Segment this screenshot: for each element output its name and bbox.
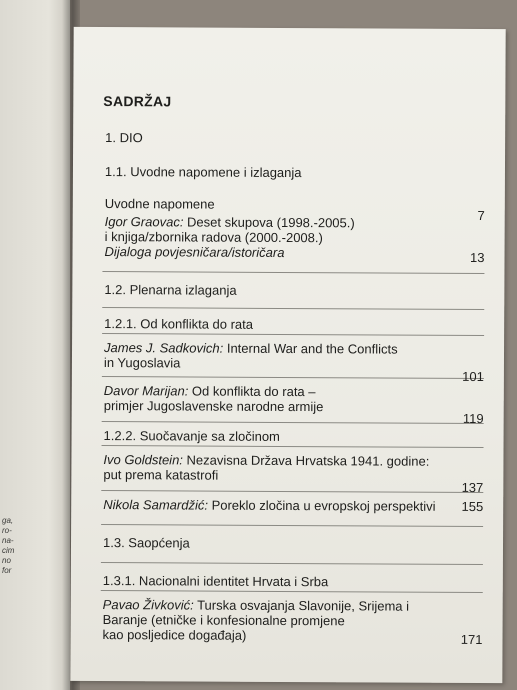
page-number: 101 [462,368,484,385]
page-number: 171 [460,631,483,648]
left-page-text-fragment [2,516,28,576]
entry-title-line: Baranje (etničke i konfesionalne promjene [102,612,345,629]
fragment-line: ro- [2,526,12,535]
entry-title-line: in Yugoslavia [103,355,181,371]
section-heading: 1.1. Uvodne napomene i izlaganja [104,164,302,181]
divider [102,307,484,310]
entry-author: Igor Graovac: [104,214,184,230]
divider [102,445,484,448]
fragment-line: no [2,556,11,565]
entry-author: Davor Marijan: [103,383,189,399]
toc-entry-marijan [103,383,484,427]
entry-title-line: i knjiga/zbornika radova (2000.-2008.) [104,229,323,246]
subsection-heading: 1.2.2. Suočavanje sa zločinom [103,428,280,444]
entry-author: Ivo Goldstein: [103,452,183,468]
entry-title-line: put prema katastrofi [103,467,219,483]
entry-title-line: kao posljedice događaja) [102,627,247,643]
page-number: 13 [470,249,485,266]
entry-title-line: Od konflikta do rata – [188,383,316,400]
toc-entry-zivkovic [102,597,483,648]
divider [101,490,483,493]
entry-title: Uvodne napomene [104,196,215,212]
toc-entry-graovac [104,214,485,266]
section-heading: 1.3. Saopćenja [102,535,190,551]
fragment-line: ga, [2,516,14,525]
toc-entry-sadkovich [103,340,484,385]
left-page [0,0,70,690]
divider [102,333,484,336]
table-of-contents [100,93,485,648]
divider [101,590,483,593]
fragment-line: na- [2,536,14,545]
entry-title-line: Internal War and the Conflicts [223,340,398,357]
page-number: 7 [477,207,485,224]
entry-title-line: Poreklo zločina u evropskoj perspektivi [207,497,436,514]
toc-entry-goldstein [103,452,484,496]
entry-title-line: Dijaloga povjesničara/istoričara [104,244,285,260]
page-number: 119 [462,410,484,427]
subsection-heading: 1.2.1. Od konflikta do rata [104,316,254,332]
part-heading: 1. DIO [105,130,143,146]
divider [102,271,484,274]
entry-author: James J. Sadkovich: [103,340,224,356]
subsection-heading: 1.3.1. Nacionalni identitet Hrvata i Srba [102,573,329,590]
entry-title-line: Nezavisna Država Hrvatska 1941. godine: [182,452,430,469]
divider [101,562,483,565]
entry-author: Nikola Samardžić: [103,497,209,513]
contents-page [70,27,505,683]
fragment-line: cim [2,546,15,555]
divider [102,376,484,379]
entry-title-line: Deset skupova (1998.-2005.) [183,214,355,231]
fragment-line: for [2,566,12,575]
page-number: 137 [461,479,484,496]
entry-title-line: primjer Jugoslavenske narodne armije [103,398,324,415]
toc-entry-samardzic [103,497,483,514]
entry-title-line: Turska osvajanja Slavonije, Srijema i [193,597,410,614]
entry-author: Pavao Živković: [102,597,194,613]
page-number: 155 [461,498,484,515]
page-title: SADRŽAJ [103,93,172,110]
section-heading: 1.2. Plenarna izlaganja [104,282,237,298]
divider [102,421,484,424]
divider [101,524,483,527]
